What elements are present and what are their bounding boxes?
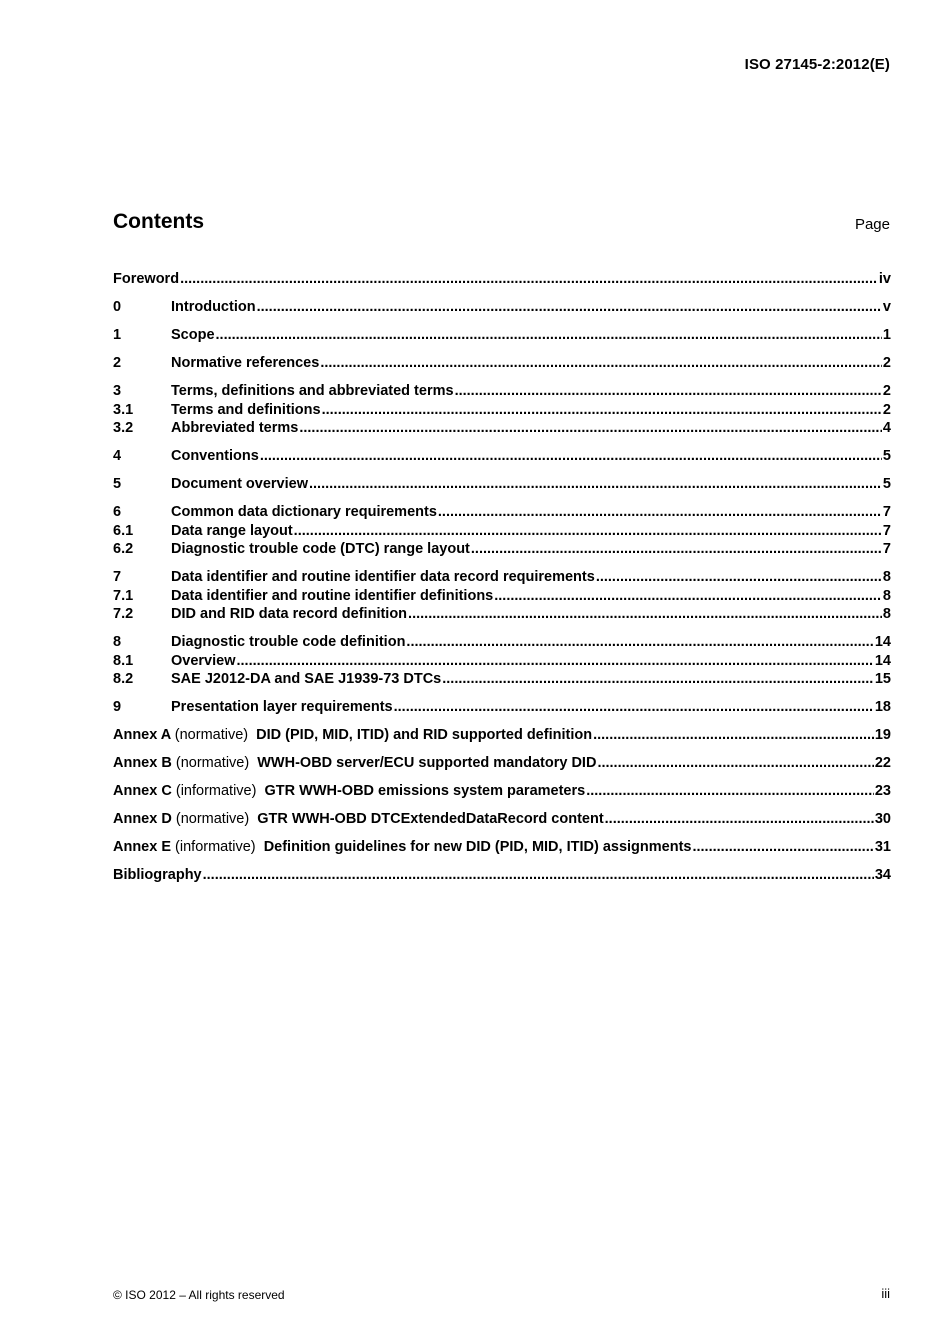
toc-entry-number: 6.1 bbox=[113, 522, 134, 539]
toc-annex-heading bbox=[113, 726, 592, 745]
toc-entry-number: 4 bbox=[113, 448, 122, 464]
page-column-label: Page bbox=[854, 216, 890, 233]
toc-entry-page: 2 bbox=[882, 383, 891, 399]
toc-leader-dots bbox=[593, 726, 874, 745]
toc-entry-page: 2 bbox=[882, 355, 891, 371]
toc-entry-title: Diagnostic trouble code definition bbox=[171, 634, 406, 650]
toc-entry-page: 4 bbox=[882, 420, 891, 436]
toc-annex-heading bbox=[113, 810, 604, 829]
toc-entry-number: 1 bbox=[113, 327, 122, 343]
toc-entry-title: Diagnostic trouble code (DTC) range layout bbox=[171, 541, 470, 557]
toc-entry-page: 7 bbox=[882, 522, 891, 539]
toc-entry-page: iv bbox=[878, 271, 891, 287]
toc-entry-page: 8 bbox=[882, 569, 891, 585]
toc-entry-page: 7 bbox=[882, 541, 891, 557]
annex-kind: (normative) bbox=[175, 755, 250, 771]
toc-annex-entry[interactable] bbox=[113, 838, 891, 857]
toc-annex-heading bbox=[113, 782, 585, 801]
toc-entry[interactable] bbox=[113, 270, 891, 289]
toc-entry-page: 15 bbox=[874, 671, 891, 687]
toc-leader-dots bbox=[596, 568, 882, 587]
toc-entry-page: 19 bbox=[874, 727, 891, 743]
toc-leader-dots bbox=[216, 326, 882, 345]
toc-entry[interactable] bbox=[113, 298, 891, 317]
toc-entry[interactable] bbox=[113, 382, 891, 401]
toc-leader-dots bbox=[309, 475, 882, 494]
toc-annex-entry[interactable] bbox=[113, 810, 891, 829]
toc-entry-title: Scope bbox=[171, 327, 215, 343]
toc-entry[interactable] bbox=[113, 447, 891, 466]
toc-entry-title: Document overview bbox=[171, 476, 308, 492]
toc-leader-dots bbox=[203, 866, 874, 885]
toc-entry-number: 3.2 bbox=[113, 420, 134, 436]
toc-leader-dots bbox=[394, 698, 874, 717]
annex-kind: (normative) bbox=[174, 727, 249, 743]
annex-title: DID (PID, MID, ITID) and RID supported definition bbox=[256, 727, 593, 743]
toc-entry-page: 18 bbox=[874, 699, 891, 715]
toc-entry-number: 7.1 bbox=[113, 587, 134, 604]
toc-entry-title: SAE J2012-DA and SAE J1939-73 DTCs bbox=[171, 671, 442, 687]
toc-leader-dots bbox=[597, 754, 873, 773]
toc-entry[interactable] bbox=[113, 503, 891, 522]
annex-kind: (normative) bbox=[175, 811, 250, 827]
toc-entry-number: 6.2 bbox=[113, 541, 134, 557]
toc-leader-dots bbox=[322, 401, 882, 420]
toc-entry-page: 30 bbox=[874, 811, 891, 827]
toc-entry-title: DID and RID data record definition bbox=[171, 606, 408, 622]
toc-entry[interactable] bbox=[113, 652, 891, 671]
toc-entry[interactable] bbox=[113, 587, 891, 606]
toc-entry-page: 22 bbox=[874, 755, 891, 771]
annex-title: WWH-OBD server/ECU supported mandatory DID bbox=[257, 755, 597, 771]
toc-entry-title: Foreword bbox=[113, 271, 180, 287]
toc-entry[interactable] bbox=[113, 419, 891, 438]
toc-entry-number: 3.1 bbox=[113, 401, 134, 418]
toc-entry-page: 7 bbox=[882, 504, 891, 520]
contents-title: Contents bbox=[113, 210, 204, 233]
toc-entry-number: 0 bbox=[113, 299, 122, 315]
toc-entry-number: 7 bbox=[113, 569, 122, 585]
toc-entry-page: 8 bbox=[882, 587, 891, 604]
toc-leader-dots bbox=[586, 782, 874, 801]
toc-entry-page: 31 bbox=[874, 839, 891, 855]
toc-entry[interactable] bbox=[113, 568, 891, 587]
toc-entry-number: 8.1 bbox=[113, 652, 134, 669]
toc-entry-title: Data identifier and routine identifier definitions bbox=[171, 587, 494, 604]
toc-leader-dots bbox=[294, 522, 882, 541]
toc-entry[interactable] bbox=[113, 540, 891, 559]
copyright-notice: © ISO 2012 – All rights reserved bbox=[113, 1288, 285, 1302]
toc-leader-dots bbox=[260, 447, 882, 466]
toc-entry[interactable] bbox=[113, 633, 891, 652]
toc-entry-page: 5 bbox=[882, 448, 891, 464]
toc-leader-dots bbox=[299, 419, 882, 438]
toc-leader-dots bbox=[237, 652, 874, 671]
toc-entry-page: 2 bbox=[882, 401, 891, 418]
page-number: iii bbox=[881, 1286, 890, 1301]
toc-entry[interactable] bbox=[113, 522, 891, 541]
toc-entry-title: Bibliography bbox=[113, 867, 202, 883]
annex-label: Annex C bbox=[113, 783, 172, 799]
toc-leader-dots bbox=[408, 605, 882, 624]
toc-entry-page: 8 bbox=[882, 606, 891, 622]
toc-entry-title: Data identifier and routine identifier data record requirements bbox=[171, 569, 595, 585]
toc-annex-entry[interactable] bbox=[113, 726, 891, 745]
toc-annex-heading bbox=[113, 754, 596, 773]
toc-bibliography-entry[interactable] bbox=[113, 866, 891, 885]
toc-leader-dots bbox=[605, 810, 874, 829]
toc-entry-title: Conventions bbox=[171, 448, 259, 464]
toc-leader-dots bbox=[320, 354, 882, 373]
annex-kind: (informative) bbox=[175, 783, 257, 799]
toc-leader-dots bbox=[406, 633, 873, 652]
annex-kind: (informative) bbox=[175, 839, 256, 855]
toc-entry-page: 14 bbox=[874, 634, 891, 650]
toc-entry[interactable] bbox=[113, 354, 891, 373]
toc-entry-title: Terms and definitions bbox=[171, 401, 321, 418]
toc-entry[interactable] bbox=[113, 326, 891, 345]
toc-leader-dots bbox=[692, 838, 873, 857]
toc-entry[interactable] bbox=[113, 401, 891, 420]
toc-entry-page: 5 bbox=[882, 476, 891, 492]
annex-label: Annex E bbox=[113, 839, 172, 855]
toc-annex-entry[interactable] bbox=[113, 754, 891, 773]
toc-entry-page: 1 bbox=[882, 327, 891, 343]
toc-entry-title: Common data dictionary requirements bbox=[171, 504, 437, 520]
toc-leader-dots bbox=[442, 670, 874, 689]
toc-leader-dots bbox=[438, 503, 882, 522]
toc-entry-page: 23 bbox=[874, 783, 891, 799]
toc-entry-title: Overview bbox=[171, 652, 236, 669]
toc-entry-number: 6 bbox=[113, 504, 122, 520]
toc-leader-dots bbox=[180, 270, 878, 289]
toc-entry-number: 7.2 bbox=[113, 606, 134, 622]
toc-entry-title: Normative references bbox=[171, 355, 320, 371]
toc-entry[interactable] bbox=[113, 698, 891, 717]
toc-entry-number: 5 bbox=[113, 476, 122, 492]
toc-leader-dots bbox=[494, 587, 882, 606]
toc-entry-title: Terms, definitions and abbreviated terms bbox=[171, 383, 454, 399]
annex-title: GTR WWH-OBD emissions system parameters bbox=[264, 783, 586, 799]
toc-leader-dots bbox=[471, 540, 882, 559]
toc-entry-number: 8 bbox=[113, 634, 122, 650]
table-of-contents bbox=[113, 270, 891, 885]
annex-label: Annex D bbox=[113, 811, 172, 827]
toc-entry[interactable] bbox=[113, 605, 891, 624]
toc-entry-page: 14 bbox=[874, 652, 891, 669]
toc-entry-number: 3 bbox=[113, 383, 122, 399]
annex-label: Annex A bbox=[113, 727, 171, 743]
toc-annex-entry[interactable] bbox=[113, 782, 891, 801]
toc-entry-number: 9 bbox=[113, 699, 122, 715]
toc-leader-dots bbox=[455, 382, 882, 401]
toc-entry-number: 8.2 bbox=[113, 671, 134, 687]
toc-entry[interactable] bbox=[113, 475, 891, 494]
toc-entry[interactable] bbox=[113, 670, 891, 689]
annex-title: Definition guidelines for new DID (PID, MID, ITID) assignments bbox=[263, 839, 692, 855]
document-id: ISO 27145-2:2012(E) bbox=[744, 56, 890, 73]
toc-entry-title: Presentation layer requirements bbox=[171, 699, 393, 715]
toc-entry-page: 34 bbox=[874, 867, 891, 883]
annex-title: GTR WWH-OBD DTCExtendedDataRecord content bbox=[257, 811, 604, 827]
toc-entry-title: Introduction bbox=[171, 299, 256, 315]
toc-entry-title: Data range layout bbox=[171, 522, 293, 539]
toc-entry-page: v bbox=[882, 299, 891, 315]
toc-annex-heading bbox=[113, 838, 691, 857]
annex-label: Annex B bbox=[113, 755, 172, 771]
toc-entry-number: 2 bbox=[113, 355, 122, 371]
toc-entry-title: Abbreviated terms bbox=[171, 420, 299, 436]
toc-leader-dots bbox=[257, 298, 882, 317]
